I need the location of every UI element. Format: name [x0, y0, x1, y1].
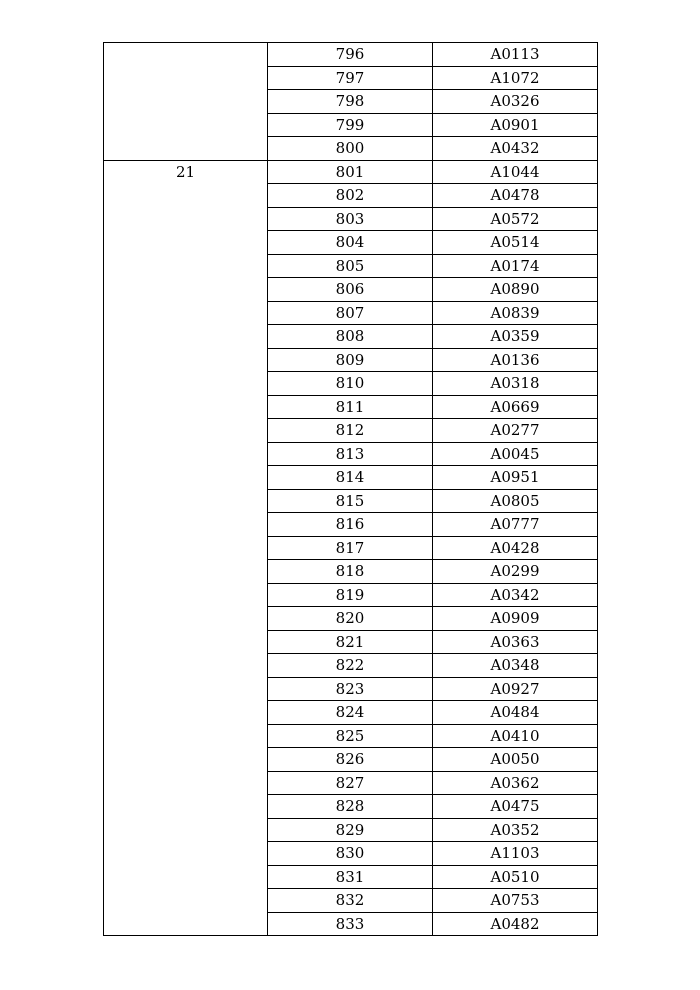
sequence-number-cell: 800: [268, 137, 433, 161]
candidate-code-cell: A0432: [433, 137, 598, 161]
candidate-code-cell: A0359: [433, 325, 598, 349]
sequence-number-cell: 819: [268, 583, 433, 607]
candidate-code-cell: A0352: [433, 818, 598, 842]
sequence-number-cell: 807: [268, 301, 433, 325]
sequence-number-cell: 827: [268, 771, 433, 795]
candidate-code-cell: A0777: [433, 513, 598, 537]
sequence-number-cell: 829: [268, 818, 433, 842]
sequence-number-cell: 830: [268, 842, 433, 866]
candidate-code-cell: A1044: [433, 160, 598, 184]
candidate-code-cell: A0927: [433, 677, 598, 701]
candidate-code-cell: A0669: [433, 395, 598, 419]
sequence-number-cell: 821: [268, 630, 433, 654]
candidate-code-cell: A0482: [433, 912, 598, 936]
candidate-code-cell: A0510: [433, 865, 598, 889]
candidate-code-cell: A0277: [433, 419, 598, 443]
sequence-number-cell: 828: [268, 795, 433, 819]
sequence-number-cell: 802: [268, 184, 433, 208]
sequence-number-cell: 799: [268, 113, 433, 137]
sequence-number-cell: 820: [268, 607, 433, 631]
candidate-code-cell: A0318: [433, 372, 598, 396]
sequence-number-cell: 824: [268, 701, 433, 725]
candidate-code-cell: A0136: [433, 348, 598, 372]
candidate-code-cell: A0045: [433, 442, 598, 466]
candidate-code-cell: A0174: [433, 254, 598, 278]
sequence-number-cell: 812: [268, 419, 433, 443]
candidate-code-cell: A0805: [433, 489, 598, 513]
sequence-number-cell: 804: [268, 231, 433, 255]
group-number-cell: [104, 43, 268, 161]
candidate-code-cell: A0951: [433, 466, 598, 490]
candidate-code-cell: A0362: [433, 771, 598, 795]
sequence-number-cell: 822: [268, 654, 433, 678]
candidate-code-cell: A0410: [433, 724, 598, 748]
candidate-code-cell: A0478: [433, 184, 598, 208]
sequence-number-cell: 818: [268, 560, 433, 584]
sequence-number-cell: 806: [268, 278, 433, 302]
candidate-code-cell: A0299: [433, 560, 598, 584]
roster-table-body: [104, 43, 598, 936]
candidate-code-cell: A0113: [433, 43, 598, 67]
sequence-number-cell: 797: [268, 66, 433, 90]
sequence-number-cell: 815: [268, 489, 433, 513]
candidate-code-cell: A0326: [433, 90, 598, 114]
candidate-code-cell: A0475: [433, 795, 598, 819]
sequence-number-cell: 801: [268, 160, 433, 184]
candidate-code-cell: A0050: [433, 748, 598, 772]
sequence-number-cell: 831: [268, 865, 433, 889]
candidate-code-cell: A1103: [433, 842, 598, 866]
sequence-number-cell: 813: [268, 442, 433, 466]
sequence-number-cell: 826: [268, 748, 433, 772]
sequence-number-cell: 803: [268, 207, 433, 231]
group-number-cell: [104, 160, 268, 936]
sequence-number-cell: 810: [268, 372, 433, 396]
candidate-code-cell: A0363: [433, 630, 598, 654]
sequence-number-cell: 825: [268, 724, 433, 748]
sequence-number-cell: 808: [268, 325, 433, 349]
candidate-code-cell: A0514: [433, 231, 598, 255]
group-number: 21: [175, 162, 196, 181]
candidate-code-cell: A0428: [433, 536, 598, 560]
table-row: [104, 160, 598, 184]
sequence-number-cell: 816: [268, 513, 433, 537]
candidate-code-cell: A0890: [433, 278, 598, 302]
candidate-code-cell: A0753: [433, 889, 598, 913]
sequence-number-cell: 798: [268, 90, 433, 114]
table-row: [104, 43, 598, 67]
sequence-number-cell: 823: [268, 677, 433, 701]
roster-table: [103, 42, 598, 936]
candidate-code-cell: A0572: [433, 207, 598, 231]
sequence-number-cell: 805: [268, 254, 433, 278]
candidate-code-cell: A0901: [433, 113, 598, 137]
sequence-number-cell: 809: [268, 348, 433, 372]
candidate-code-cell: A0342: [433, 583, 598, 607]
candidate-code-cell: A0909: [433, 607, 598, 631]
candidate-code-cell: A0348: [433, 654, 598, 678]
candidate-code-cell: A0484: [433, 701, 598, 725]
sequence-number-cell: 814: [268, 466, 433, 490]
sequence-number-cell: 817: [268, 536, 433, 560]
sequence-number-cell: 796: [268, 43, 433, 67]
sequence-number-cell: 811: [268, 395, 433, 419]
candidate-code-cell: A1072: [433, 66, 598, 90]
sequence-number-cell: 833: [268, 912, 433, 936]
sequence-number-cell: 832: [268, 889, 433, 913]
candidate-code-cell: A0839: [433, 301, 598, 325]
